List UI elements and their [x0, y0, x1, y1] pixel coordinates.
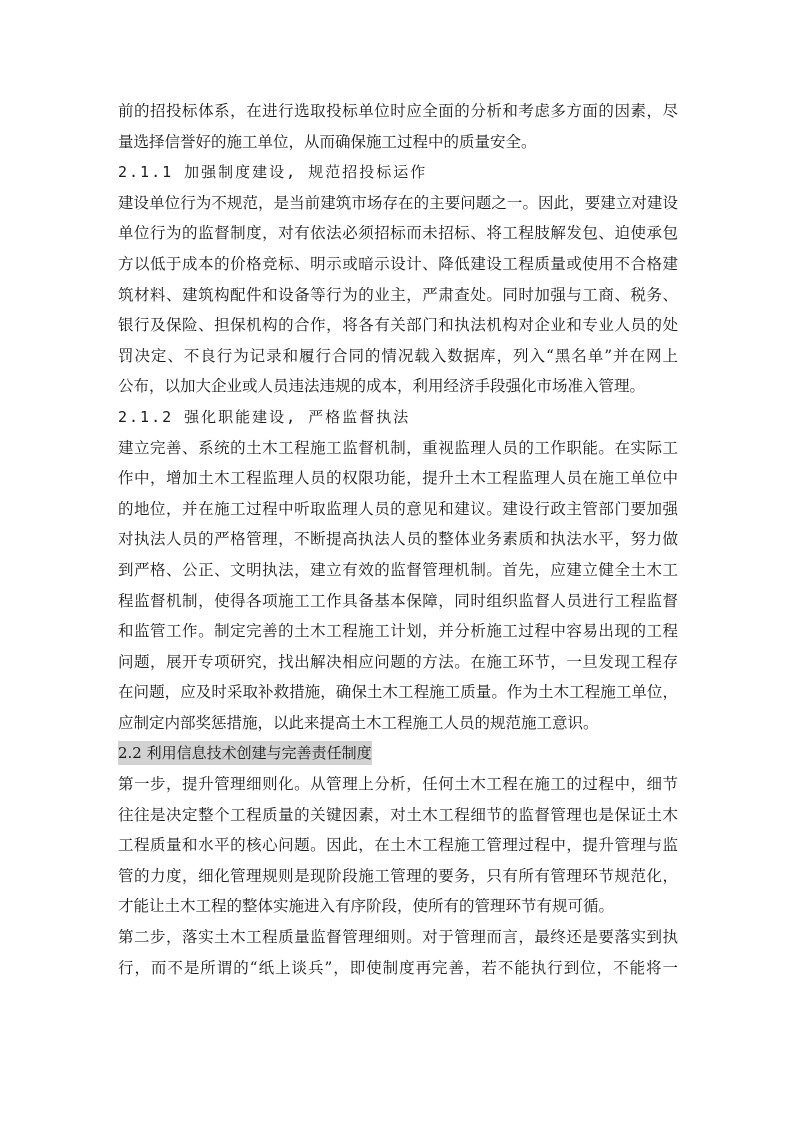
text-line: 工程质量和水平的核心问题。因此，在土木工程施工管理过程中，提升管理与监: [118, 836, 678, 855]
text-line: 公布，以加大企业或人员违法违规的成本，利用经济手段强化市场准入管理。: [118, 377, 646, 396]
paragraph-supervision-mechanism: [118, 433, 678, 739]
text-line: 行，而不是所谓的“纸上谈兵”，即使制度再完善，若不能执行到位，不能将一: [118, 958, 678, 977]
text-line: 筑材料、建筑构配件和设备等行为的业主，严肃查处。同时加强与工商、税务、: [118, 285, 678, 304]
section-heading-2-1-2: [118, 402, 678, 433]
text-line: 方以低于成本的价格竞标、明示或暗示设计、降低建设工程质量或使用不合格建: [118, 254, 678, 273]
text-line: 应制定内部奖惩措施，以此来提高土木工程施工人员的规范施工意识。: [118, 713, 599, 732]
text-line: 作中，增加土木工程监理人员的权限功能，提升土木工程监理人员在施工单位中: [118, 469, 678, 488]
heading-text-highlighted: 2.2 利用信息技术创建与完善责任制度: [118, 741, 372, 765]
text-line: 第一步，提升管理细则化。从管理上分析，任何土木工程在施工的过程中，细节: [118, 775, 678, 794]
text-line: 建设单位行为不规范，是当前建筑市场存在的主要问题之一。因此，要建立对建设: [118, 193, 678, 212]
text-line: 的地位，并在施工过程中听取监理人员的意见和建议。建设行政主管部门要加强: [118, 499, 678, 518]
document-page: [118, 96, 678, 983]
text-line: 问题，展开专项研究，找出解决相应问题的方法。在施工环节，一旦发现工程存: [118, 652, 678, 671]
text-line: 程监督机制，使得各项施工工作具备基本保障，同时组织监督人员进行工程监督: [118, 591, 678, 610]
text-line: 对执法人员的严格管理，不断提高执法人员的整体业务素质和执法水平，努力做: [118, 530, 678, 549]
text-line: 前的招投标体系，在进行选取投标单位时应全面的分析和考虑多方面的因素，尽: [118, 102, 678, 120]
text-line: 往往是决定整个工程质量的关键因素，对土木工程细节的监督管理也是保证土木: [118, 805, 678, 824]
text-line: 到严格、公正、文明执法，建立有效的监督管理机制。首先，应建立健全土木工: [118, 560, 678, 579]
paragraph-step-one: [118, 769, 678, 922]
section-heading-2-2: [118, 738, 678, 769]
text-line: 银行及保险、担保机构的合作，将各有关部门和执法机构对企业和专业人员的处: [118, 316, 678, 335]
paragraph-step-two: [118, 922, 678, 983]
heading-text: 2.1.1 加强制度建设, 规范招投标运作: [118, 163, 428, 182]
paragraph-institution-building: [118, 188, 678, 402]
text-line: 和监管工作。制定完善的土木工程施工计划，并分析施工过程中容易出现的工程: [118, 622, 678, 641]
paragraph-intro-continuation: [118, 96, 678, 157]
text-line: 单位行为的监督制度，对有依法必须招标而未招标、将工程肢解发包、迫使承包: [118, 224, 678, 243]
text-line: 第二步，落实土木工程质量监督管理细则。对于管理而言，最终还是要落实到执: [118, 928, 678, 947]
section-heading-2-1-1: [118, 157, 678, 188]
text-line: 在问题，应及时采取补救措施，确保土木工程施工质量。作为土木工程施工单位，: [118, 683, 678, 702]
text-line: 罚决定、不良行为记录和履行合同的情况载入数据库，列入“黑名单”并在网上: [118, 346, 678, 365]
text-line: 建立完善、系统的土木工程施工监督机制，重视监理人员的工作职能。在实际工: [118, 438, 678, 457]
text-line: 管的力度，细化管理规则是现阶段施工管理的要务，只有所有管理环节规范化，: [118, 866, 678, 885]
heading-text: 2.1.2 强化职能建设, 严格监督执法: [118, 407, 411, 426]
text-line: 才能让土木工程的整体实施进入有序阶段，使所有的管理环节有规可循。: [118, 897, 615, 916]
text-line: 量选择信誉好的施工单位，从而确保施工过程中的质量安全。: [118, 132, 537, 151]
